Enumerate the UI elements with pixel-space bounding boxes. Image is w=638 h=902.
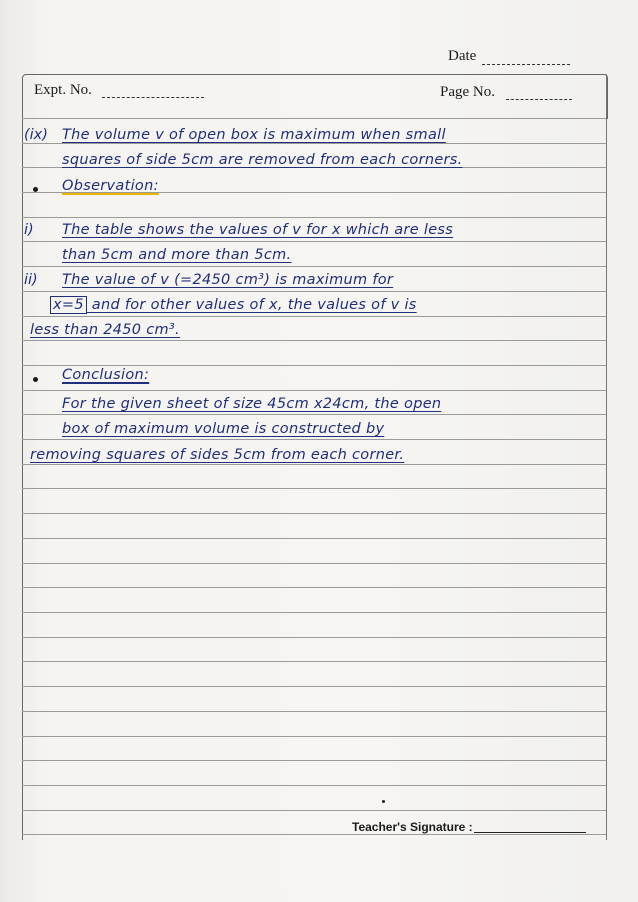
ruled-line [22, 143, 606, 144]
ruled-line [22, 439, 606, 440]
stray-dot [382, 800, 385, 803]
ruled-line [22, 513, 606, 514]
date-blank [482, 64, 570, 65]
expt-no-blank [102, 97, 204, 98]
conclusion-line-3: removing squares of sides 5cm from each corner. [30, 447, 405, 463]
date-label: Date [448, 48, 477, 64]
i-line-2: than 5cm and more than 5cm. [62, 247, 292, 263]
ruled-line [22, 661, 606, 662]
boxed-x-equals-5: x=5 [50, 296, 87, 314]
ruled-line [22, 488, 606, 489]
ii-line-2 [50, 297, 417, 313]
ruled-line [22, 291, 606, 292]
ii-line-2-rest: and for other values of x, the values of v is [86, 297, 417, 313]
item-ix-marker: (ix) [24, 127, 48, 143]
ruled-line [22, 340, 606, 341]
item-ii-marker: ii) [24, 272, 38, 288]
ruled-line [22, 736, 606, 737]
item-i-marker: i) [24, 222, 34, 238]
ruled-line [22, 563, 606, 564]
ruled-line [22, 785, 606, 786]
ruled-line [22, 810, 606, 811]
ruled-line [22, 587, 606, 588]
ii-line-3: less than 2450 cm³. [30, 322, 180, 338]
ruled-line [22, 217, 606, 218]
conclusion-line-1: For the given sheet of size 45cm x24cm, the open [62, 396, 442, 412]
page-no-label: Page No. [440, 84, 495, 100]
ruled-line [22, 834, 606, 835]
ruled-line [22, 612, 606, 613]
ruled-line [22, 637, 606, 638]
expt-no-label: Expt. No. [34, 82, 92, 98]
margin-line [22, 118, 23, 840]
ruled-line [22, 266, 606, 267]
bullet-conclusion [33, 377, 38, 382]
ruled-line [22, 316, 606, 317]
ruled-line [22, 711, 606, 712]
signature-line [474, 832, 586, 833]
conclusion-heading: Conclusion: [62, 367, 150, 383]
observation-heading: Observation: [62, 178, 159, 194]
teacher-signature-label: Teacher's Signature : [352, 820, 473, 834]
ruled-line [22, 760, 606, 761]
ix-line-1: The volume v of open box is maximum when small [62, 127, 446, 143]
page-no-blank [506, 99, 572, 100]
bullet-observation [33, 187, 38, 192]
ii-line-1: The value of v (=2450 cm³) is maximum for [62, 272, 394, 288]
ix-line-2: squares of side 5cm are removed from each corners. [62, 152, 463, 168]
ruled-line [22, 118, 606, 119]
ruled-line [22, 241, 606, 242]
ruled-line [22, 538, 606, 539]
ruled-line [22, 464, 606, 465]
ruled-line [22, 365, 606, 366]
conclusion-line-2: box of maximum volume is constructed by [62, 421, 385, 437]
ruled-line [22, 414, 606, 415]
ruled-line [22, 390, 606, 391]
i-line-1: The table shows the values of v for x which are less [62, 222, 454, 238]
ruled-line [22, 686, 606, 687]
right-border-line [606, 74, 607, 840]
